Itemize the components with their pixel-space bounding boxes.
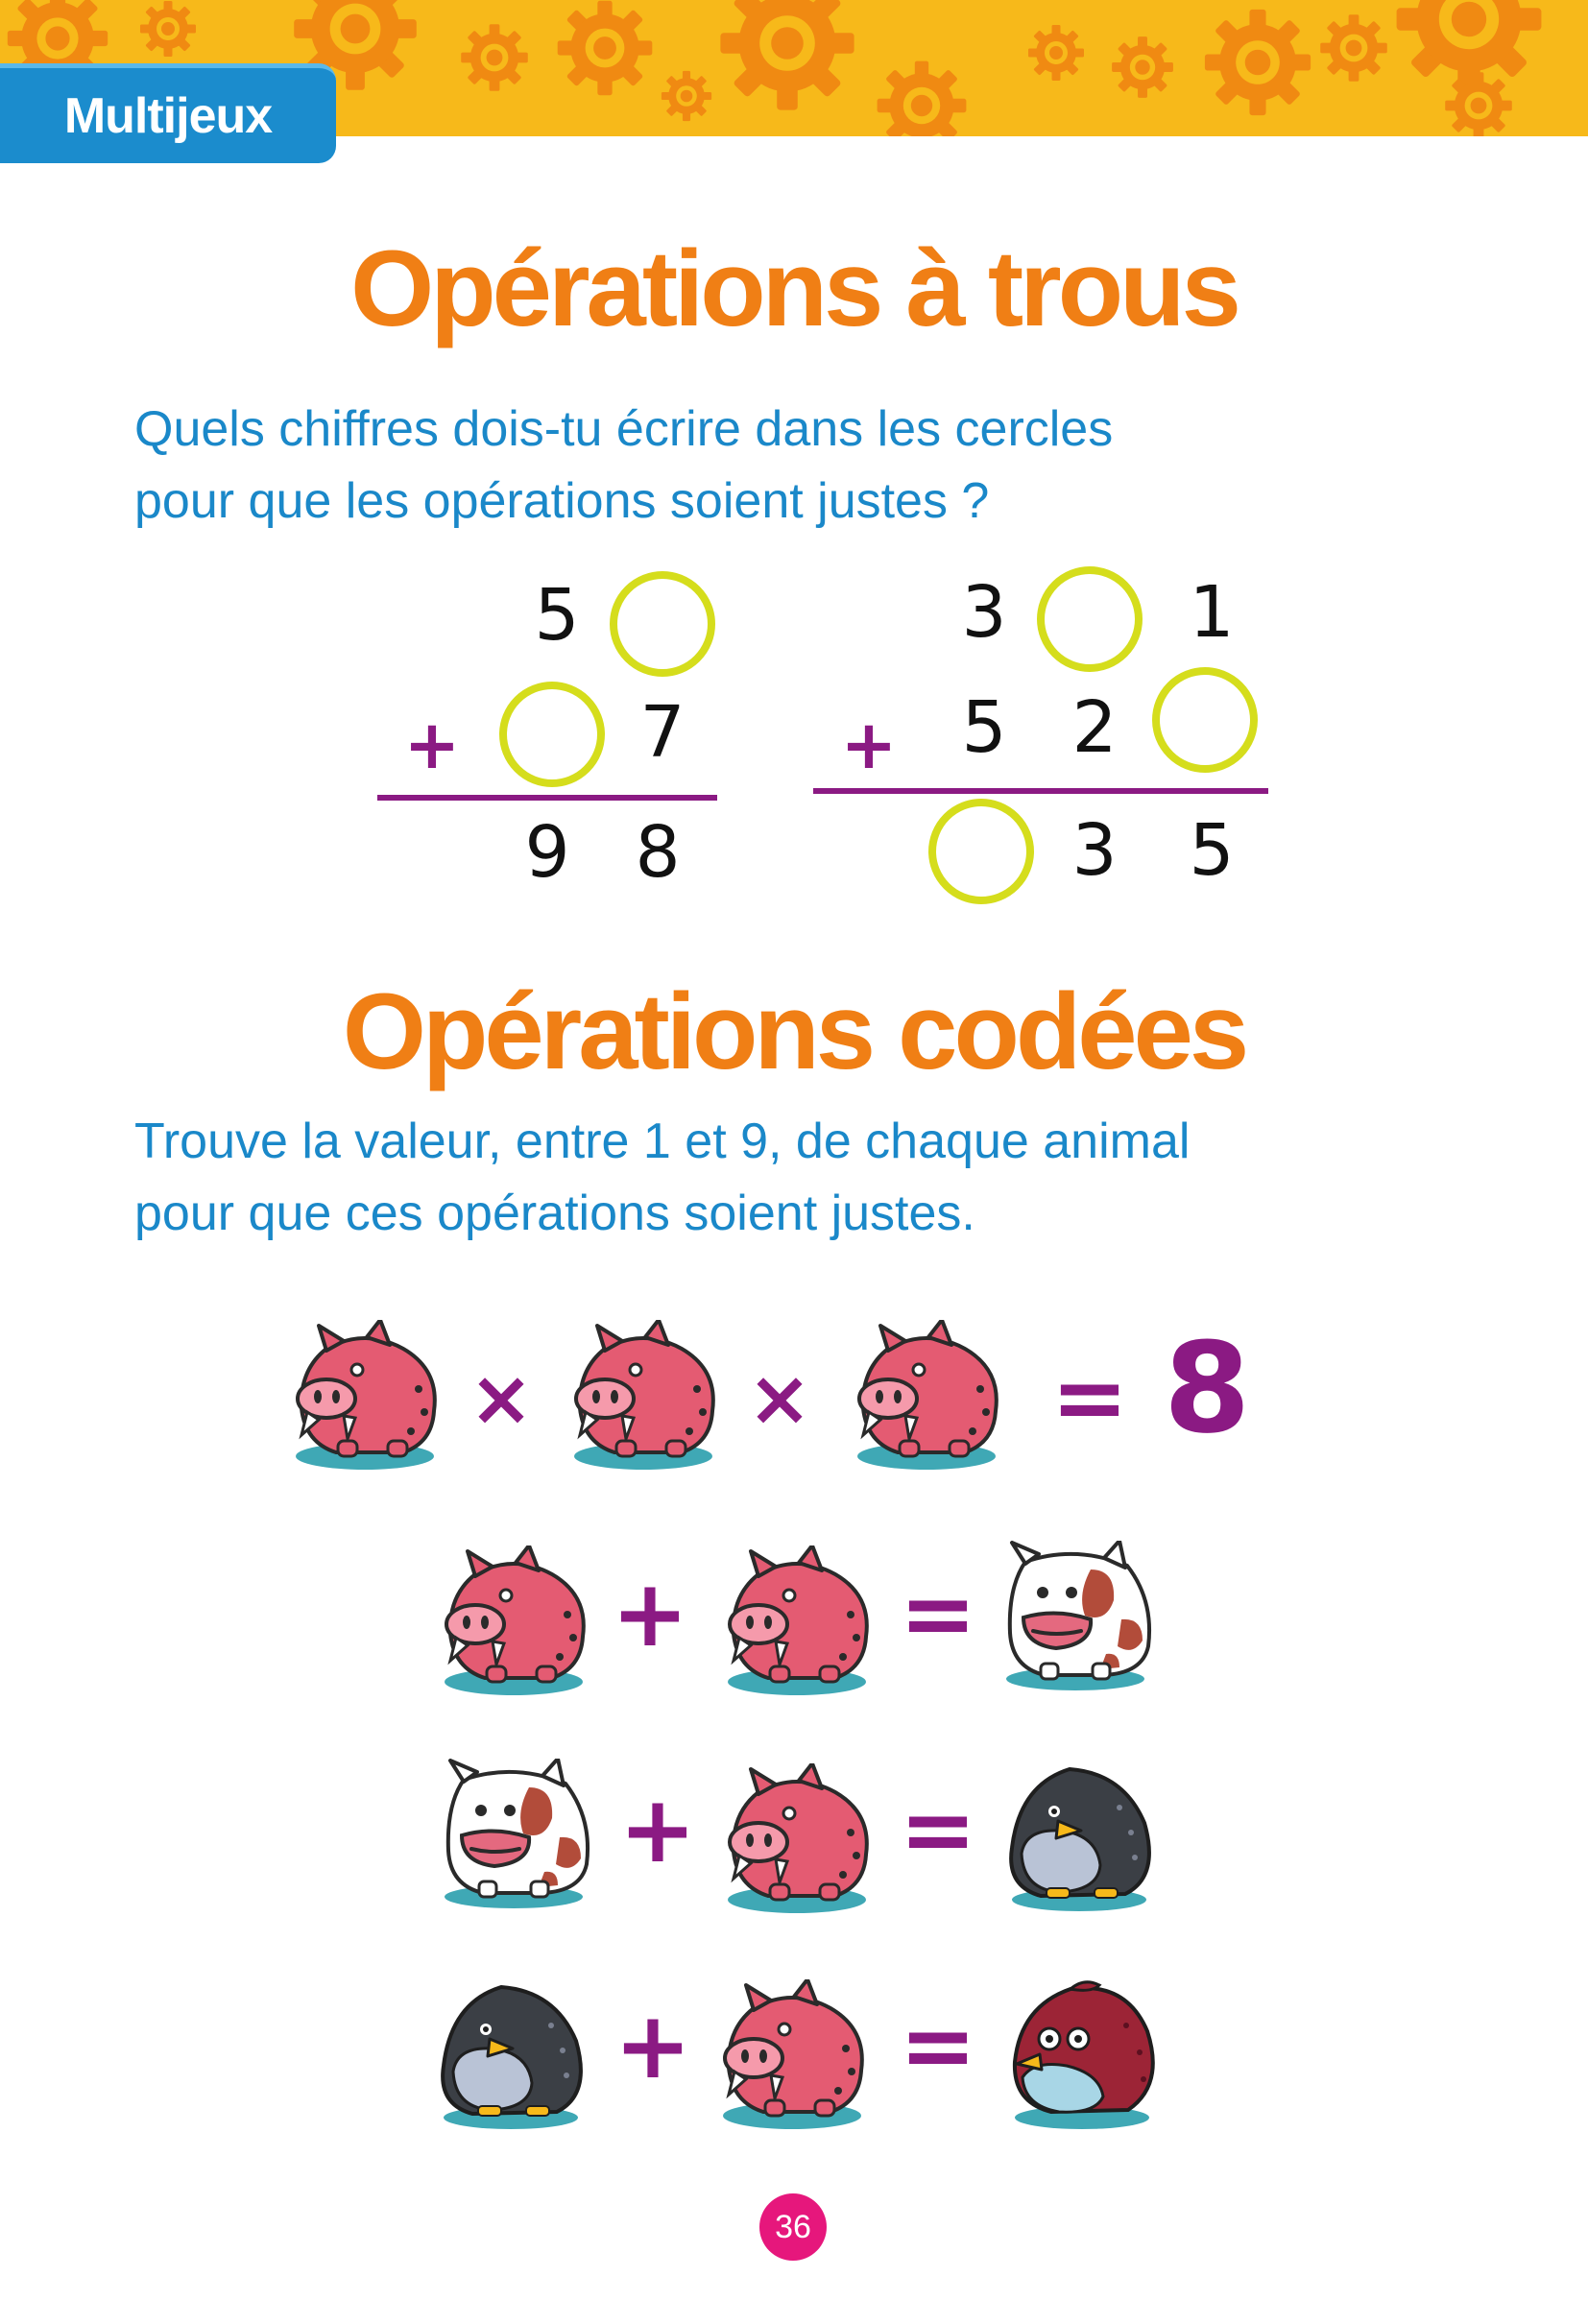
blank-circle-sum-a-top-units[interactable] bbox=[610, 571, 715, 677]
sum-b-result-units: 5 bbox=[1189, 809, 1235, 892]
gear-icon bbox=[662, 71, 711, 121]
gear-icon bbox=[140, 1, 196, 57]
sum-b-top-hundreds: 3 bbox=[961, 571, 1007, 654]
times-operator: × bbox=[469, 1354, 534, 1443]
sum-b-top-units: 1 bbox=[1189, 571, 1235, 654]
section-tab bbox=[0, 63, 336, 163]
sum-b-bar bbox=[813, 788, 1268, 794]
cow-icon bbox=[437, 1759, 590, 1912]
pig-icon bbox=[850, 1320, 1003, 1473]
blank-circle-sum-b-bottom-units[interactable] bbox=[1152, 667, 1258, 773]
plus-operator: + bbox=[614, 1992, 692, 2099]
pig-icon bbox=[715, 1979, 869, 2133]
sum-a-bar bbox=[377, 795, 717, 801]
result-number: 8 bbox=[1164, 1315, 1251, 1461]
pig-icon bbox=[720, 1763, 874, 1917]
gear-icon bbox=[1112, 36, 1173, 98]
instruction-line: pour que les opérations soient justes ? bbox=[134, 473, 990, 529]
sum-a-result-units: 8 bbox=[635, 811, 681, 894]
puzzle2-title: Opérations codées bbox=[342, 971, 1246, 1091]
equals-operator: = bbox=[899, 1560, 977, 1667]
plus-operator: + bbox=[618, 1776, 697, 1883]
puzzle1-title: Opérations à trous bbox=[350, 228, 1238, 348]
instruction-line: Quels chiffres dois-tu écrire dans les cercles bbox=[134, 401, 1114, 457]
pig-icon bbox=[288, 1320, 442, 1473]
gear-icon bbox=[558, 1, 653, 96]
pig-icon bbox=[566, 1320, 720, 1473]
sum-a-bottom-units: 7 bbox=[639, 691, 686, 774]
sum-b-bottom-hundreds: 5 bbox=[961, 686, 1007, 769]
sum-a-result-tens: 9 bbox=[524, 811, 570, 894]
plus-operator: + bbox=[840, 706, 898, 784]
plus-operator: + bbox=[611, 1560, 689, 1667]
pig-icon bbox=[720, 1545, 874, 1699]
gear-icon bbox=[461, 24, 528, 91]
bird-icon bbox=[1003, 1977, 1157, 2131]
gear-icon bbox=[1397, 0, 1542, 91]
puzzle2-instructions bbox=[134, 1106, 1287, 1250]
gear-icon bbox=[1028, 25, 1084, 81]
blank-circle-sum-a-bottom-tens[interactable] bbox=[499, 682, 605, 787]
pig-icon bbox=[437, 1545, 590, 1699]
blank-circle-sum-b-result-hundreds[interactable] bbox=[928, 799, 1034, 904]
gear-icon bbox=[1445, 72, 1512, 136]
times-operator: × bbox=[747, 1354, 812, 1443]
blank-circle-sum-b-top-tens[interactable] bbox=[1037, 566, 1143, 672]
sum-b-result-tens: 3 bbox=[1071, 809, 1118, 892]
equals-operator: = bbox=[899, 1992, 977, 2099]
section-label: Multijeux bbox=[63, 87, 273, 144]
gear-icon bbox=[878, 61, 967, 136]
gear-icon bbox=[1320, 14, 1387, 82]
puzzle1-instructions bbox=[134, 394, 1287, 538]
plus-operator: + bbox=[403, 706, 461, 784]
penguin-icon bbox=[1000, 1761, 1154, 1915]
page-number: 36 bbox=[759, 2193, 827, 2261]
equals-operator: = bbox=[1050, 1344, 1129, 1451]
instruction-line: pour que ces opérations soient justes. bbox=[134, 1186, 975, 1241]
cow-icon bbox=[999, 1541, 1152, 1694]
penguin-icon bbox=[432, 1979, 586, 2133]
gear-icon bbox=[1205, 10, 1311, 115]
sum-b-bottom-tens: 2 bbox=[1071, 686, 1118, 769]
sum-a-top-tens: 5 bbox=[534, 574, 580, 657]
gear-icon bbox=[720, 0, 854, 110]
instruction-line: Trouve la valeur, entre 1 et 9, de chaque animal bbox=[134, 1114, 1191, 1169]
equals-operator: = bbox=[899, 1776, 977, 1883]
